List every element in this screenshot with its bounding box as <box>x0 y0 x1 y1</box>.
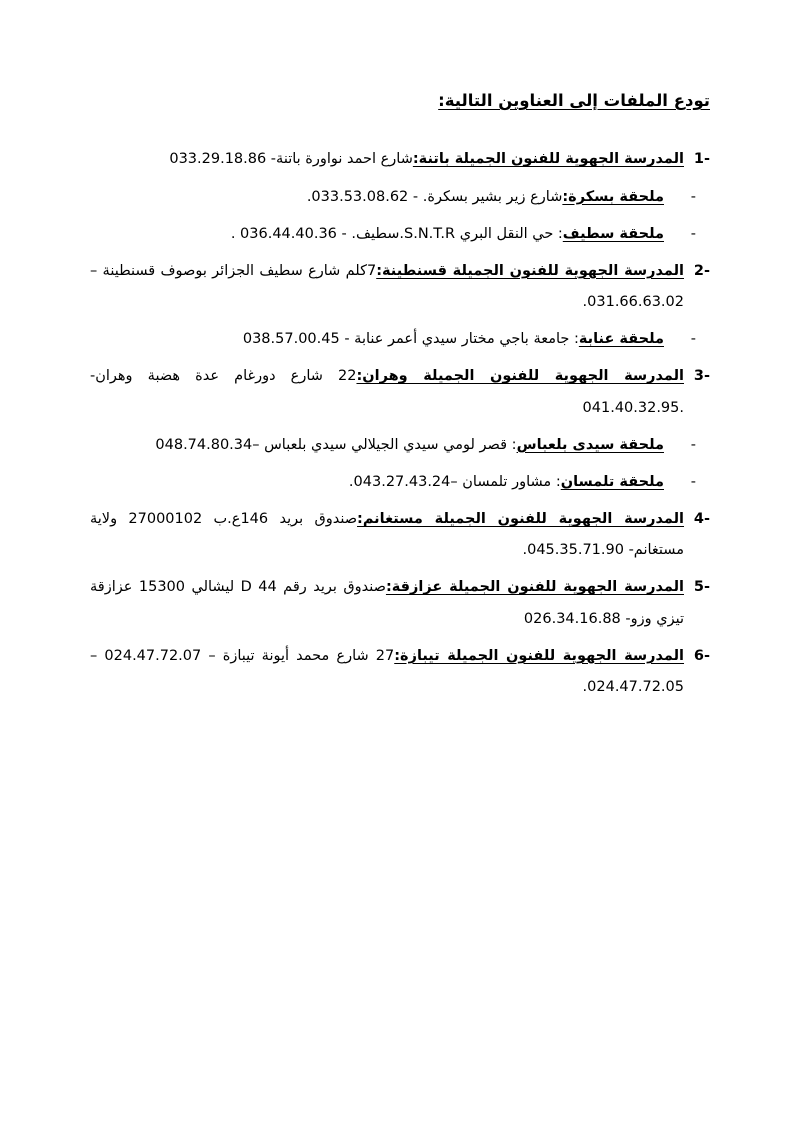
annex-name: ملحقة بسكرة: <box>562 188 664 205</box>
list-marker: - <box>690 188 696 205</box>
annex-name: ملحقة عنابة <box>578 331 664 348</box>
list-marker: - <box>690 331 696 348</box>
annex-name: ملحقة سيدى بلعباس <box>516 436 664 453</box>
page-title-text: تودع الملفات إلى العناوين التالية: <box>438 91 710 110</box>
school-address: 27 شارع محمد أيونة تيبازة – 024.47.72.07 –024.47.72.05. <box>90 647 684 695</box>
school-name: المدرسة الجهوية للفنون الجميلة مستغانم: <box>357 511 685 528</box>
annex-address: شارع زير بشير بسكرة. - 033.53.08.62. <box>306 188 563 205</box>
annex-address: : جامعة باجي مختار سيدي أعمر عنابة - 038.57.00.45 <box>242 331 579 348</box>
annex-address: : قصر لومي سيدي الجيلالي سيدي بلعباس –048.74.80.34 <box>155 436 517 453</box>
list-marker: -2 <box>693 262 710 279</box>
annex-name: ملحقة تلمسان <box>560 473 664 490</box>
school-address: صندوق بريد 146ع.ب 27000102 ولاية مستغانم- 045.35.71.90. <box>90 511 684 559</box>
list-item-school-constantine <box>90 256 710 318</box>
list-item-school-batna <box>90 144 710 175</box>
school-address: 7كلم شارع سطيف الجزائر بوصوف قسنطينة –031.66.63.02. <box>90 262 684 311</box>
list-marker: - <box>690 436 696 453</box>
annex-name: ملحقة سطيف <box>562 225 664 242</box>
page-title <box>90 88 710 114</box>
list-marker: -5 <box>693 579 710 596</box>
list-item-annex-biskra <box>90 182 710 213</box>
list-item-school-tipaza <box>90 641 710 703</box>
school-name: المدرسة الجهوية للفنون الجميلة وهران: <box>356 368 684 385</box>
school-address: 22 شارع دورغام عدة هضبة وهران- .041.40.32.95 <box>90 368 684 416</box>
school-address: صندوق بريد رقم D 44 ليشالي 15300 عزازقة تيزي وزو- 026.34.16.88 <box>90 579 684 627</box>
school-address: شارع احمد نواورة باتنة- 033.29.18.86 <box>169 151 413 168</box>
list-marker: -4 <box>693 511 710 528</box>
school-name: المدرسة الجهوية للفنون الجميلة تيبازة: <box>394 647 685 664</box>
list-marker: - <box>690 473 696 490</box>
list-item-school-mostaganem <box>90 504 710 566</box>
list-marker: - <box>690 225 696 242</box>
list-item-school-oran <box>90 361 710 423</box>
list-item-school-azazga <box>90 572 710 634</box>
school-name: المدرسة الجهوية للفنون الجميلة باتنة: <box>412 151 684 168</box>
list-item-annex-setif <box>90 219 710 250</box>
list-item-annex-annaba <box>90 324 710 355</box>
school-name: المدرسة الجهوية للفنون الجميلة عزازقة: <box>385 579 684 596</box>
school-name: المدرسة الجهوية للفنون الجميلة قسنطينة: <box>376 262 684 279</box>
list-item-annex-sidi-bel-abbes <box>90 430 710 461</box>
list-marker: -6 <box>693 647 710 664</box>
annex-address: : حي النقل البري S.N.T.R.سطيف. - 036.44.40.36 . <box>230 225 563 242</box>
annex-address: : مشاور تلمسان –043.27.43.24. <box>348 473 561 490</box>
list-marker: -3 <box>693 368 710 385</box>
list-marker: -1 <box>693 151 710 168</box>
list-item-annex-tlemcen <box>90 467 710 498</box>
address-list <box>90 144 710 703</box>
